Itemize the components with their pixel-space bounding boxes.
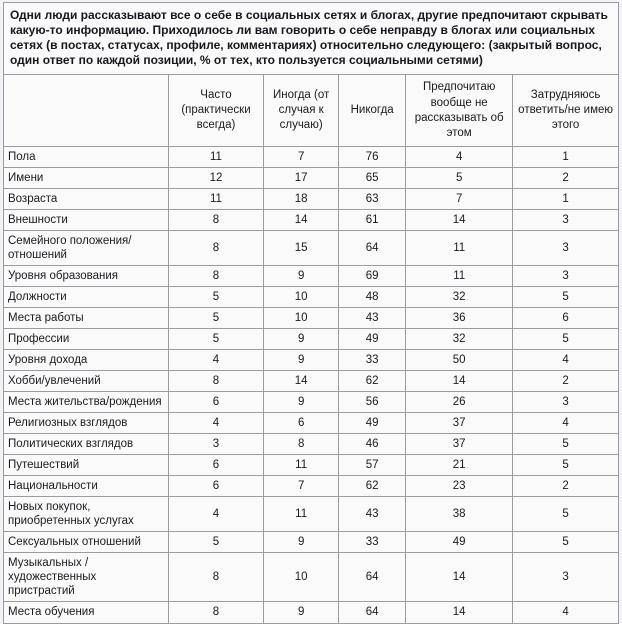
table-row [4,329,619,350]
value-cell: 49 [406,532,513,553]
value-cell: 17 [264,168,339,189]
value-cell: 62 [339,371,406,392]
value-cell: 11 [264,455,339,476]
table-row [4,413,619,434]
value-cell: 1 [513,147,619,168]
value-cell: 8 [168,210,263,231]
value-cell: 7 [264,147,339,168]
table-row [4,371,619,392]
value-cell: 43 [339,497,406,532]
value-cell: 2 [513,476,619,497]
table-row [4,168,619,189]
value-cell: 18 [264,189,339,210]
value-cell: 64 [339,553,406,602]
value-cell: 3 [168,434,263,455]
row-label: Семейного положения/отношений [4,231,169,266]
value-cell: 23 [406,476,513,497]
value-cell: 37 [406,413,513,434]
value-cell: 2 [513,371,619,392]
row-label: Сексуальных отношений [4,532,169,553]
value-cell: 8 [168,371,263,392]
value-cell: 1 [513,189,619,210]
table-row [4,231,619,266]
corner-cell [4,75,169,147]
value-cell: 11 [264,497,339,532]
table-row [4,553,619,602]
question-text: Одни люди рассказывают все о себе в социальных сетях и блогах, другие предпочитают скрывать какую-то информацию. Приходилось ли вам говорить о себе неправду в блогах или социальных сетях (в постах, статусах, профиле, комментариях) относительно следующего: (закрытый вопрос, один ответ по каждой позиции, % от тех, кто пользуется социальными сетями) [4,3,619,75]
value-cell: 5 [513,532,619,553]
row-label: Путешествий [4,455,169,476]
value-cell: 76 [339,147,406,168]
value-cell: 5 [168,287,263,308]
value-cell: 10 [264,287,339,308]
value-cell: 5 [168,329,263,350]
value-cell: 6 [264,413,339,434]
row-label: Уровня образования [4,266,169,287]
table-row [4,189,619,210]
value-cell: 5 [168,532,263,553]
value-cell: 26 [406,392,513,413]
value-cell: 61 [339,210,406,231]
value-cell: 8 [264,434,339,455]
value-cell: 36 [406,308,513,329]
value-cell: 43 [339,308,406,329]
table-head [4,3,619,147]
row-label: Профессии [4,329,169,350]
value-cell: 8 [168,266,263,287]
value-cell: 64 [339,602,406,623]
value-cell: 7 [264,476,339,497]
value-cell: 3 [513,231,619,266]
value-cell: 32 [406,287,513,308]
row-label: Места жительства/рождения [4,392,169,413]
column-header: Затрудняюсь ответить/не имею этого [513,75,619,147]
row-label: Внешности [4,210,169,231]
value-cell: 14 [264,210,339,231]
value-cell: 33 [339,532,406,553]
value-cell: 5 [513,497,619,532]
value-cell: 9 [264,532,339,553]
value-cell: 5 [513,329,619,350]
value-cell: 4 [513,602,619,623]
value-cell: 6 [168,392,263,413]
value-cell: 5 [513,434,619,455]
value-cell: 8 [168,553,263,602]
table-row [4,287,619,308]
value-cell: 49 [339,329,406,350]
value-cell: 14 [406,371,513,392]
value-cell: 50 [406,350,513,371]
value-cell: 38 [406,497,513,532]
row-label: Места работы [4,308,169,329]
value-cell: 4 [168,413,263,434]
row-label: Хобби/увлечений [4,371,169,392]
column-header: Иногда (от случая к случаю) [264,75,339,147]
value-cell: 6 [513,308,619,329]
value-cell: 10 [264,308,339,329]
value-cell: 14 [406,602,513,623]
value-cell: 62 [339,476,406,497]
value-cell: 63 [339,189,406,210]
table-row [4,392,619,413]
value-cell: 64 [339,231,406,266]
value-cell: 32 [406,329,513,350]
value-cell: 14 [264,371,339,392]
table-row [4,476,619,497]
value-cell: 46 [339,434,406,455]
value-cell: 14 [406,553,513,602]
value-cell: 2 [513,168,619,189]
column-header: Никогда [339,75,406,147]
table-row [4,266,619,287]
value-cell: 8 [168,602,263,623]
value-cell: 6 [168,476,263,497]
header-row [4,75,619,147]
value-cell: 3 [513,392,619,413]
table-row [4,455,619,476]
row-label: Музыкальных / художественных пристрастий [4,553,169,602]
value-cell: 4 [168,497,263,532]
table-row [4,532,619,553]
row-label: Возраста [4,189,169,210]
value-cell: 5 [513,287,619,308]
value-cell: 15 [264,231,339,266]
value-cell: 56 [339,392,406,413]
table-row [4,210,619,231]
column-header: Предпочитаю вообще не рассказывать об этом [406,75,513,147]
value-cell: 11 [406,266,513,287]
value-cell: 9 [264,266,339,287]
value-cell: 5 [168,308,263,329]
table-row [4,497,619,532]
column-header: Часто (практически всегда) [168,75,263,147]
value-cell: 5 [406,168,513,189]
row-label: Места обучения [4,602,169,623]
table-row [4,308,619,329]
value-cell: 3 [513,210,619,231]
table-row [4,434,619,455]
value-cell: 9 [264,350,339,371]
value-cell: 48 [339,287,406,308]
value-cell: 9 [264,602,339,623]
value-cell: 4 [513,350,619,371]
value-cell: 11 [168,147,263,168]
value-cell: 65 [339,168,406,189]
value-cell: 4 [513,413,619,434]
value-cell: 57 [339,455,406,476]
value-cell: 6 [168,455,263,476]
value-cell: 11 [406,231,513,266]
table-row [4,602,619,623]
question-row [4,3,619,75]
table-row [4,350,619,371]
row-label: Новых покупок, приобретенных услугах [4,497,169,532]
value-cell: 33 [339,350,406,371]
row-label: Пола [4,147,169,168]
table-body [4,147,619,623]
row-label: Уровня дохода [4,350,169,371]
value-cell: 12 [168,168,263,189]
survey-table [3,2,619,624]
table-row [4,147,619,168]
value-cell: 69 [339,266,406,287]
value-cell: 3 [513,553,619,602]
row-label: Имени [4,168,169,189]
value-cell: 21 [406,455,513,476]
value-cell: 11 [168,189,263,210]
value-cell: 4 [406,147,513,168]
row-label: Должности [4,287,169,308]
value-cell: 8 [168,231,263,266]
value-cell: 14 [406,210,513,231]
row-label: Религиозных взглядов [4,413,169,434]
row-label: Национальности [4,476,169,497]
value-cell: 10 [264,553,339,602]
value-cell: 37 [406,434,513,455]
value-cell: 7 [406,189,513,210]
value-cell: 9 [264,392,339,413]
value-cell: 49 [339,413,406,434]
value-cell: 4 [168,350,263,371]
value-cell: 5 [513,455,619,476]
row-label: Политических взглядов [4,434,169,455]
value-cell: 3 [513,266,619,287]
value-cell: 9 [264,329,339,350]
